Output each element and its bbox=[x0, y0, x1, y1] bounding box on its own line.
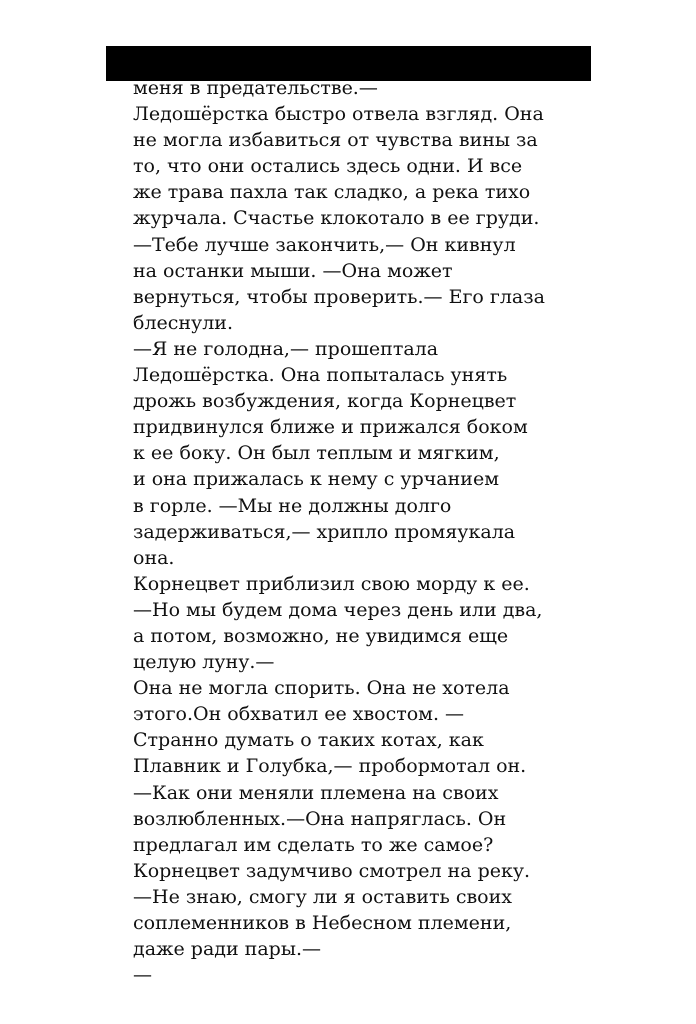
text-line: же трава пахла так сладко, а река тихо bbox=[133, 181, 531, 204]
text-line: не могла избавиться от чувства вины за bbox=[133, 129, 538, 152]
text-line: —Но мы будем дома через день или два, bbox=[133, 598, 543, 621]
text-line: возлюбленных.—Она напряглась. Он bbox=[133, 807, 507, 830]
text-line: то, что они остались здесь одни. И все bbox=[133, 155, 523, 178]
text-line: в горле. —Мы не должны долго bbox=[133, 494, 452, 517]
text-line: —Тебе лучше закончить,— Он кивнул bbox=[133, 233, 516, 256]
text-line: целую луну.— bbox=[133, 651, 275, 674]
text-line: вернуться, чтобы проверить.— Его глаза bbox=[133, 285, 545, 308]
text-line: предлагал им сделать то же самое? bbox=[133, 833, 494, 856]
text-line: даже ради пары.— bbox=[133, 938, 321, 961]
text-line: —Не знаю, смогу ли я оставить своих bbox=[133, 885, 512, 908]
text-line: Странно думать о таких котах, как bbox=[133, 729, 484, 752]
text-line: Ледошёрстка быстро отвела взгляд. Она bbox=[133, 103, 544, 126]
text-line: Ледошёрстка. Она попыталась унять bbox=[133, 364, 508, 387]
text-line: этого.Он обхватил ее хвостом. — bbox=[133, 703, 465, 726]
text-block bbox=[133, 75, 593, 988]
text-line: она. bbox=[133, 546, 175, 569]
text-line: к ее боку. Он был теплым и мягким, bbox=[133, 442, 500, 465]
text-line: соплеменников в Небесном племени, bbox=[133, 912, 512, 934]
text-line: придвинулся ближе и прижался боком bbox=[133, 416, 528, 439]
text-line: на останки мыши. —Она может bbox=[133, 259, 453, 282]
text-line: Корнецвет приблизил свою морду к ее. bbox=[133, 572, 530, 595]
text-line: Плавник и Голубка,— пробормотал он. bbox=[133, 755, 527, 778]
text-line: задерживаться,— хрипло промяукала bbox=[133, 520, 516, 543]
text-line: меня в предательстве.— bbox=[133, 77, 378, 99]
text-line: и она прижалась к нему с урчанием bbox=[133, 468, 499, 491]
text-line: журчала. Счастье клокотало в ее груди. bbox=[133, 207, 540, 230]
text-line: Корнецвет задумчиво смотрел на реку. bbox=[133, 859, 531, 882]
text-line: блеснули. bbox=[133, 311, 234, 334]
text-line: —Я не голодна,— прошептала bbox=[133, 337, 439, 360]
text-line: Она не могла спорить. Она не хотела bbox=[133, 677, 510, 700]
text-line: а потом, возможно, не увидимся еще bbox=[133, 624, 509, 647]
text-line: —Как они меняли племена на своих bbox=[133, 781, 499, 804]
text-line: дрожь возбуждения, когда Корнецвет bbox=[133, 390, 517, 413]
text-line: — bbox=[133, 964, 152, 987]
